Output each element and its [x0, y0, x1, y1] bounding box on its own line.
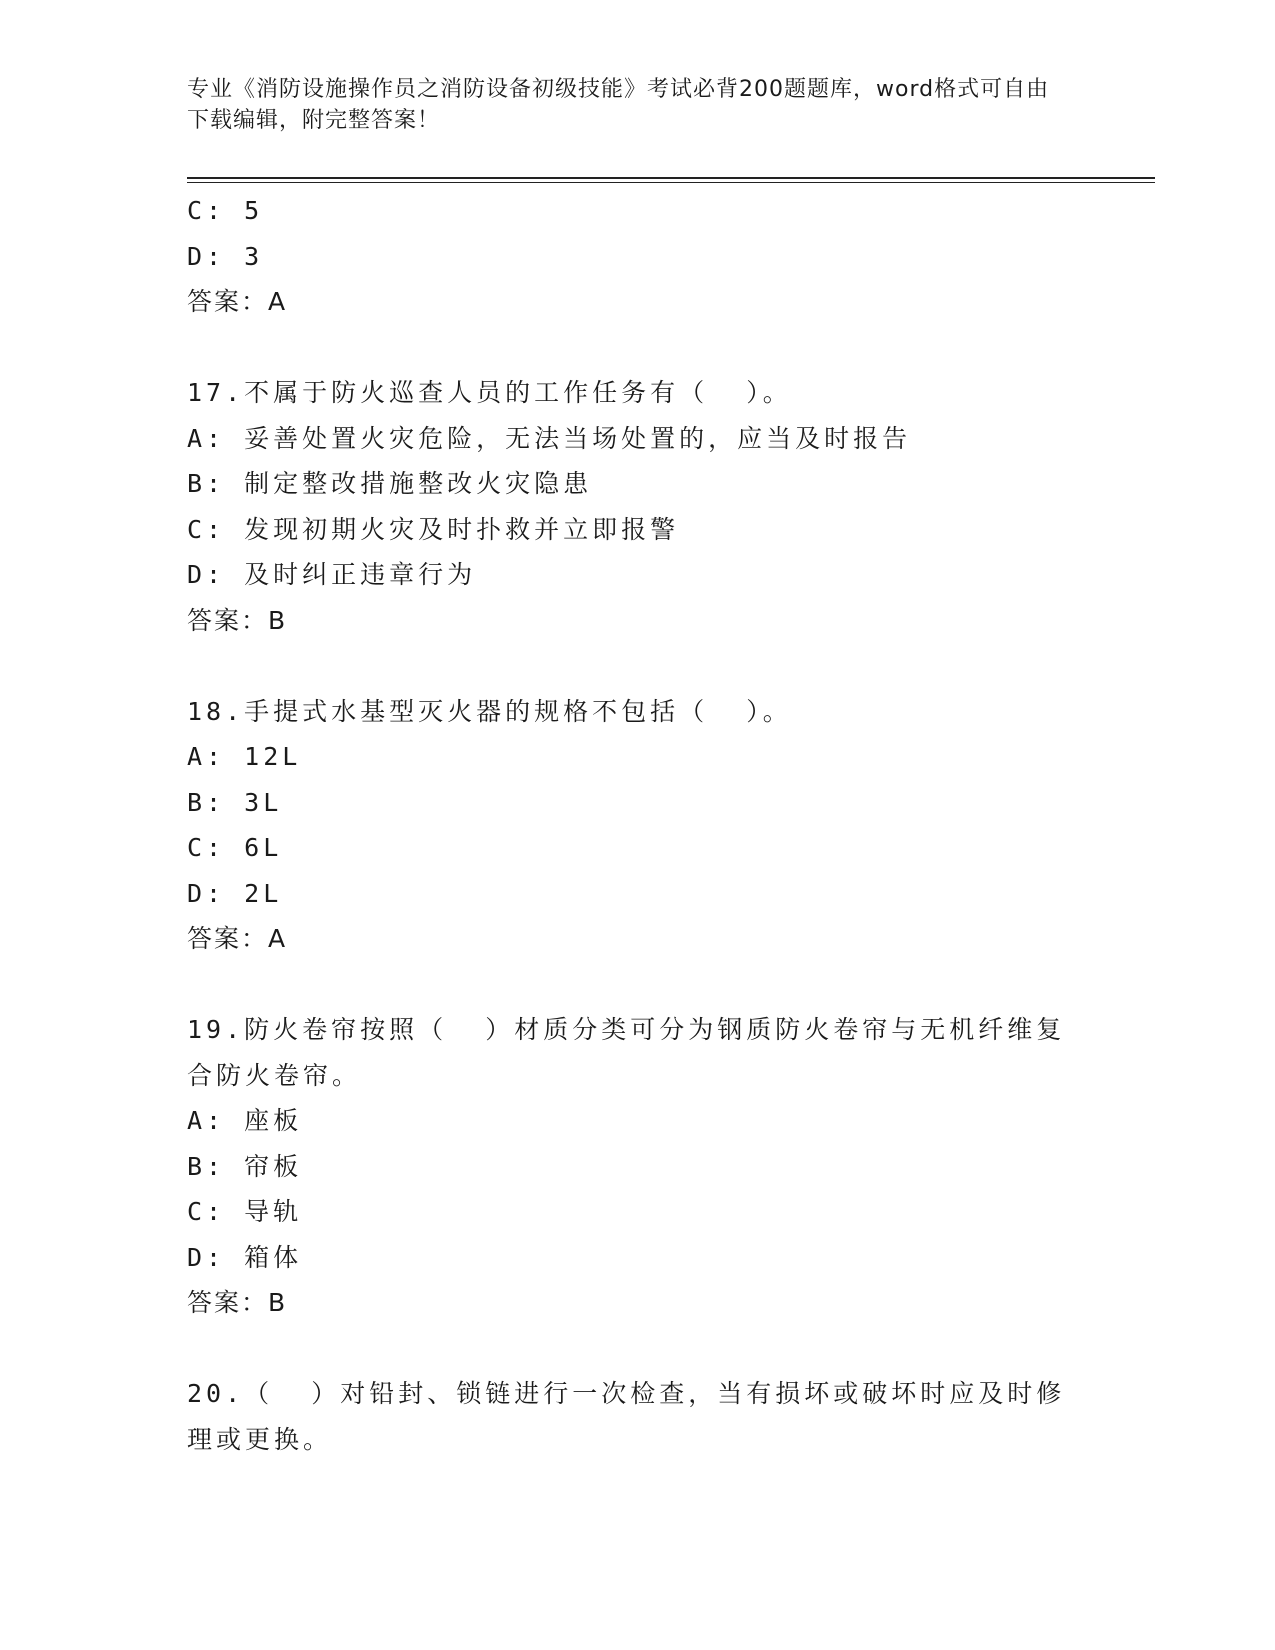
answer-label: 答案：A [187, 924, 288, 953]
option-a: A: 妥善处置火灾危险，无法当场处置的，应当及时报告 [187, 423, 912, 453]
option-d: D: 3 [187, 241, 264, 271]
option-c: C: 6L [187, 833, 283, 862]
spacer [187, 1326, 1077, 1372]
option-c: C: 导轨 [187, 1197, 303, 1226]
question-stem: 17.不属于防火巡查人员的工作任务有（ ）。 [187, 378, 792, 407]
option-a: A: 座板 [187, 1106, 303, 1135]
question-stem: 18.手提式水基型灭火器的规格不包括（ ）。 [187, 696, 792, 726]
option-a: A: 12L [187, 742, 302, 771]
question-20 [187, 1371, 1077, 1462]
question-19 [187, 1007, 1077, 1326]
option-c: C: 发现初期火灾及时扑救并立即报警 [187, 514, 680, 544]
answer-label: 答案：B [187, 1288, 288, 1317]
question-stem: 20.（ ）对铅封、锁链进行一次检查，当有损坏或破坏时应及时修理或更换。 [187, 1379, 1066, 1454]
option-b: B: 帘板 [187, 1151, 303, 1181]
answer-label: 答案：A [187, 287, 288, 316]
header-divider-thick [187, 177, 1155, 179]
option-d: D: 及时纠正违章行为 [187, 560, 477, 589]
spacer [187, 325, 1077, 371]
question-17 [187, 370, 1077, 643]
option-d: D: 2L [187, 878, 283, 908]
option-b: B: 3L [187, 787, 283, 817]
document-header: 专业《消防设施操作员之消防设备初级技能》考试必背200题题库，word格式可自由下载编辑，附完整答案！ [187, 77, 1050, 133]
question-list [187, 188, 1077, 1462]
option-b: B: 制定整改措施整改火灾隐患 [187, 469, 593, 498]
question-18 [187, 689, 1077, 962]
spacer [187, 962, 1077, 1008]
answer-label: 答案：B [187, 605, 288, 635]
carry-over-block [187, 188, 1077, 325]
spacer [187, 643, 1077, 689]
option-d: D: 箱体 [187, 1242, 303, 1272]
question-stem: 19.防火卷帘按照（ ）材质分类可分为钢质防火卷帘与无机纤维复合防火卷帘。 [187, 1015, 1066, 1090]
option-c: C: 5 [187, 196, 264, 225]
header-divider-thin [187, 182, 1155, 183]
